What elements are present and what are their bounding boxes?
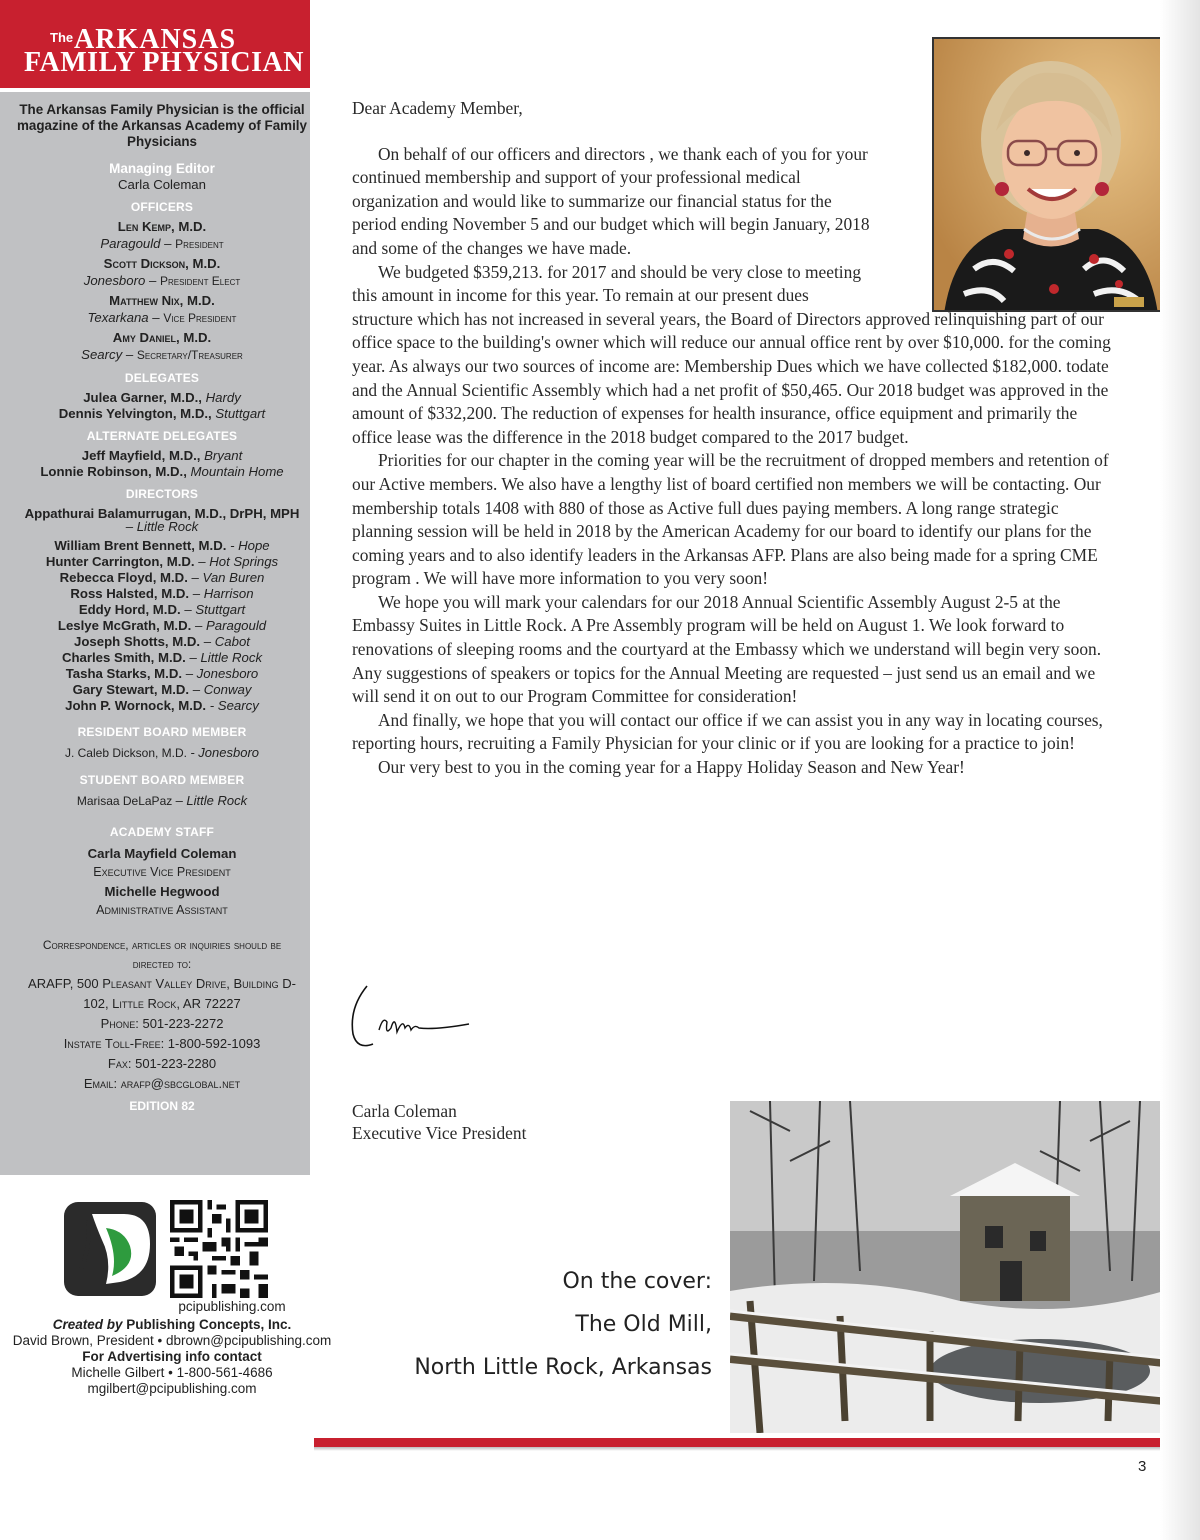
contact-email[interactable]: Email: arafp@sbcglobal.net <box>83 1076 241 1091</box>
officer-role: Searcy – Secretary/Treasurer <box>81 347 243 362</box>
qr-code-icon[interactable] <box>170 1200 268 1298</box>
director-entry: Leslye McGrath, M.D. – Paragould <box>57 618 267 633</box>
advertising-contact: Michelle Gilbert • 1-800-561-4686 <box>71 1365 273 1380</box>
resident-board-member: J. Caleb Dickson, M.D. - Jonesboro <box>64 745 260 760</box>
cover-caption <box>400 1260 712 1389</box>
staff-title: Administrative Assistant <box>96 903 228 917</box>
staff-title: Executive Vice President <box>93 865 231 879</box>
letter-paragraph: On behalf of our officers and directors , we thank each of you for your continued membership and support of your professional medical organization and would like to summarize our financial status for the period ending November 5 and our budget which will begin January, 2018 and some of the changes we have made. <box>352 143 870 258</box>
letter-paragraph: And finally, we hope that you will contact our office if we can assist you in any way in locating courses, reporting hours, recruiting a Family Physician for your clinic or if you are looking for a practice to join! <box>352 709 1103 754</box>
officers-list <box>14 219 310 364</box>
managing-editor-heading: Managing Editor <box>109 161 215 176</box>
officers-heading: OFFICERS <box>130 200 194 214</box>
staff-name: Michelle Hegwood <box>104 884 220 899</box>
letter-body <box>352 97 1112 780</box>
director-entry: Appathurai Balamurrugan, M.D., DrPH, MPH – Little Rock <box>24 506 300 534</box>
masthead-arkansas: ARKANSAS <box>74 24 237 55</box>
letter-paragraph: We hope you will mark your calendars for our 2018 Annual Scientific Assembly August 2-5 at the Embassy Suites in Little Rock. A Pre Assembly program will be held on August 1. We look forward to renovations of sleeping rooms and the courtyard at the Embassy which we understand will begin very soon. Any suggestions of speakers or topics for the Annual Meeting are requested – just send us an email and we will send it on out to our Program Committee for consideration! <box>352 591 1102 707</box>
contact-fax: Fax: 501-223-2280 <box>107 1056 217 1071</box>
contact-phone: Phone: 501-223-2272 <box>100 1016 224 1031</box>
contact-address: ARAFP, 500 Pleasant Valley Drive, Building D-102, Little Rock, AR 72227 <box>28 976 296 1011</box>
footer-red-rule <box>314 1438 1200 1447</box>
delegates-heading: DELEGATES <box>124 371 200 385</box>
magazine-intro: The Arkansas Family Physician is the official magazine of the Arkansas Academy of Family Physicians <box>17 102 307 149</box>
alternate-delegate-entry: Jeff Mayfield, M.D., Bryant <box>81 448 243 463</box>
cover-caption-line: The Old Mill, <box>575 1312 712 1337</box>
officer-name: Len Kemp, M.D. <box>117 219 207 234</box>
director-entry: Gary Stewart, M.D. – Conway <box>72 682 252 697</box>
publisher-url[interactable]: pcipublishing.com <box>178 1299 286 1314</box>
contact-info <box>14 936 310 1094</box>
footer-rule-shadow <box>314 1447 1200 1451</box>
letter-paragraph: Our very best to you in the coming year for a Happy Holiday Season and New Year! <box>378 757 965 778</box>
masthead-family-physician: FAMILY PHYSICIAN <box>24 47 304 78</box>
letter-paragraph: We budgeted $359,213. for 2017 and should be very close to meeting this amount in income for this year. To remain at our present dues structure which has not increased in several years, the Board of Directors approved relinquishing part of our office space to the building's owner which will reduce our annual office rent by over $10,000. for the coming year. As always our two sources of income are: Membership Dues which we have collected $182,000. todate and the Annual Scientific Assembly which had a net profit of $50,465. Our 2018 budget was approved in the amount of $332,200. The reduction of expenses for health insurance, office equipment and primarily the office lease was the difference in the 2018 budget compared to the 2017 budget. <box>352 261 1111 447</box>
letter-paragraph: Priorities for our chapter in the coming year will be the recruitment of dropped members and retention of our Active members. We also have a lengthy list of board certified non members we will be contacting. Our membership totals 1408 with 880 of those as Active full dues paying members. A long range strategic planning session will be held in 2018 by the American Academy for our board to identify our plans for the coming years and to also identify leaders in the Arkansas AFP. Plans are also being made for a spring CME program . We will have more information to you very soon! <box>352 450 1109 589</box>
staff-directory <box>14 102 310 1115</box>
publisher-president: David Brown, President • dbrown@pcipublishing.com <box>12 1333 332 1348</box>
directors-heading: DIRECTORS <box>125 487 199 501</box>
cover-photo-old-mill <box>730 1101 1164 1433</box>
signer-name: Carla Coleman <box>352 1101 457 1121</box>
cover-caption-line: North Little Rock, Arkansas <box>414 1355 712 1380</box>
portrait-spacer <box>872 37 1112 285</box>
letter-greeting: Dear Academy Member, <box>352 98 523 118</box>
advertising-heading: For Advertising info contact <box>82 1349 262 1364</box>
snowy-mill-illustration <box>730 1101 1164 1433</box>
director-entry: Eddy Hord, M.D. – Stuttgart <box>78 602 246 617</box>
directors-list <box>14 506 310 714</box>
officer-role: Jonesboro – President Elect <box>83 273 241 288</box>
publisher-text <box>0 1299 344 1397</box>
officer-name: Scott Dickson, M.D. <box>103 256 221 271</box>
contact-intro: Correspondence, articles or inquiries should be directed to: <box>42 938 282 971</box>
letter-signoff <box>352 1100 526 1144</box>
publisher-block <box>0 1175 332 1540</box>
director-entry: Hunter Carrington, M.D. – Hot Springs <box>45 554 279 569</box>
director-entry: Joseph Shotts, M.D. – Cabot <box>74 634 250 649</box>
officer-role: Texarkana – Vice President <box>87 310 237 325</box>
officer-role: Paragould – President <box>100 236 224 251</box>
director-entry: Charles Smith, M.D. – Little Rock <box>61 650 263 665</box>
student-board-member: Marisaa DeLaPaz – Little Rock <box>76 793 248 808</box>
director-entry: John P. Wornock, M.D. - Searcy <box>65 698 259 713</box>
signer-title: Executive Vice President <box>352 1123 527 1143</box>
magazine-masthead <box>0 0 310 92</box>
sidebar <box>0 0 332 1540</box>
officer-name: Amy Daniel, M.D. <box>112 330 212 345</box>
delegate-entry: Dennis Yelvington, M.D., Stuttgart <box>58 406 266 421</box>
director-entry: Ross Halsted, M.D. – Harrison <box>70 586 254 601</box>
handwritten-signature <box>345 978 485 1058</box>
alternate-delegates-heading: ALTERNATE DELEGATES <box>86 429 238 443</box>
director-entry: Rebecca Floyd, M.D. – Van Buren <box>59 570 265 585</box>
edition-label: EDITION 82 <box>129 1099 195 1113</box>
publisher-created-by: Created by Publishing Concepts, Inc. <box>52 1317 292 1332</box>
director-entry: Tasha Starks, M.D. – Jonesboro <box>65 666 259 681</box>
director-entry: William Brent Bennett, M.D. - Hope <box>54 538 270 553</box>
contact-tollfree: Instate Toll-Free: 1-800-592-1093 <box>63 1036 261 1051</box>
academy-staff-heading: ACADEMY STAFF <box>109 825 215 839</box>
advertising-email[interactable]: mgilbert@pcipublishing.com <box>87 1381 257 1396</box>
masthead-the: The <box>50 30 74 45</box>
resident-board-heading: RESIDENT BOARD MEMBER <box>77 725 247 739</box>
staff-name: Carla Mayfield Coleman <box>87 846 237 861</box>
alternate-delegate-entry: Lonnie Robinson, M.D., Mountain Home <box>40 464 284 479</box>
cover-caption-line: On the cover: <box>562 1269 712 1294</box>
officer-name: Matthew Nix, M.D. <box>109 293 215 308</box>
page-edge-shadow <box>1160 0 1200 1540</box>
pci-logo-icon <box>62 1200 158 1298</box>
student-board-heading: STUDENT BOARD MEMBER <box>79 773 245 787</box>
page-number: 3 <box>1138 1458 1147 1475</box>
delegate-entry: Julea Garner, M.D., Hardy <box>83 390 241 405</box>
managing-editor-name: Carla Coleman <box>118 177 206 192</box>
